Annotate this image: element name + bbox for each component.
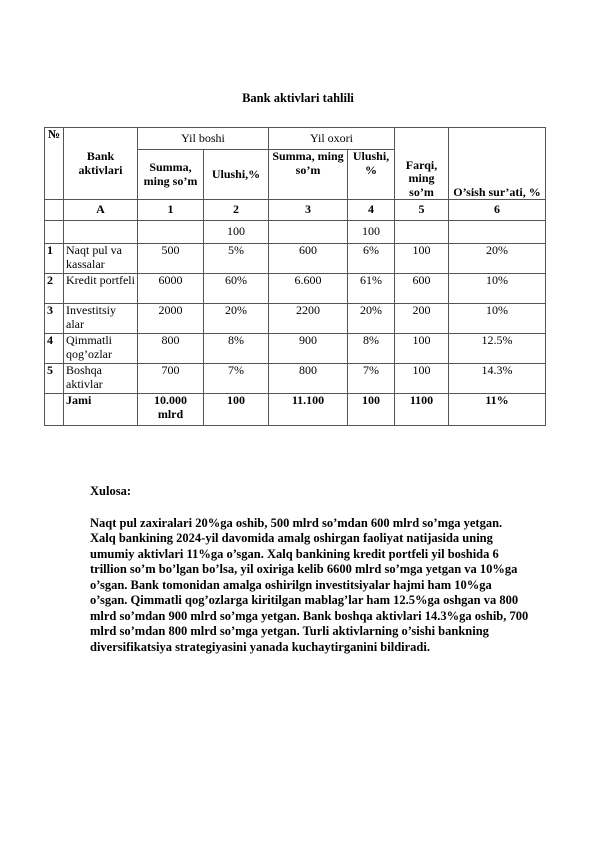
row-sum-end: 800 <box>269 364 348 394</box>
page-title: Bank aktivlari tahlili <box>242 91 354 105</box>
row-share-end: 6% <box>348 244 395 274</box>
total-sum-end: 11.100 <box>269 394 348 426</box>
row-asset-name: Kredit portfeli <box>64 274 138 304</box>
total-row <box>45 394 546 426</box>
total-share-end: 100 <box>348 394 395 426</box>
bank-assets-table <box>44 127 546 426</box>
header-sum-start: Summa, ming so’m <box>138 150 204 200</box>
table-row <box>45 274 546 304</box>
row-sum-end: 900 <box>269 334 348 364</box>
header-number: № <box>45 128 64 200</box>
row-share-start: 20% <box>204 304 269 334</box>
table-cell: 100 <box>348 221 395 244</box>
row-growth: 10% <box>449 304 546 334</box>
table-cell <box>64 221 138 244</box>
table-cell: 100 <box>204 221 269 244</box>
row-asset-name: Naqt pul va kassalar <box>64 244 138 274</box>
row-number: 1 <box>45 244 64 274</box>
row-sum-start: 500 <box>138 244 204 274</box>
table-row <box>45 244 546 274</box>
percent-row <box>45 221 546 244</box>
row-growth: 20% <box>449 244 546 274</box>
row-sum-start: 700 <box>138 364 204 394</box>
table-cell <box>395 221 449 244</box>
table-row <box>45 334 546 364</box>
total-diff: 1100 <box>395 394 449 426</box>
index-cell: 1 <box>138 200 204 221</box>
table-cell <box>45 394 64 426</box>
row-number: 5 <box>45 364 64 394</box>
table-row <box>45 364 546 394</box>
table-cell <box>449 221 546 244</box>
table-cell <box>45 221 64 244</box>
index-cell: 4 <box>348 200 395 221</box>
row-share-end: 7% <box>348 364 395 394</box>
row-diff: 100 <box>395 244 449 274</box>
header-share-end: Ulushi, % <box>348 150 395 200</box>
header-diff: Farqi, ming so’m <box>395 128 449 200</box>
index-cell: A <box>64 200 138 221</box>
row-diff: 100 <box>395 364 449 394</box>
total-growth: 11% <box>449 394 546 426</box>
index-cell: 5 <box>395 200 449 221</box>
header-growth: O’sish sur’ati, % <box>449 128 546 200</box>
row-diff: 200 <box>395 304 449 334</box>
row-sum-end: 2200 <box>269 304 348 334</box>
row-diff: 600 <box>395 274 449 304</box>
index-cell <box>45 200 64 221</box>
index-cell: 2 <box>204 200 269 221</box>
row-sum-start: 2000 <box>138 304 204 334</box>
total-share-start: 100 <box>204 394 269 426</box>
table-cell <box>269 221 348 244</box>
row-number: 4 <box>45 334 64 364</box>
row-asset-name: Boshqa aktivlar <box>64 364 138 394</box>
header-year-end: Yil oxori <box>269 128 395 150</box>
row-growth: 14.3% <box>449 364 546 394</box>
row-share-start: 8% <box>204 334 269 364</box>
row-asset-name: Qimmatli qog’ozlar <box>64 334 138 364</box>
table-cell <box>138 221 204 244</box>
conclusion-heading: Xulosa: <box>90 484 131 498</box>
row-growth: 10% <box>449 274 546 304</box>
header-year-start: Yil boshi <box>138 128 269 150</box>
row-number: 2 <box>45 274 64 304</box>
total-label: Jami <box>64 394 138 426</box>
row-share-end: 20% <box>348 304 395 334</box>
header-share-start: Ulushi,% <box>204 150 269 200</box>
row-sum-end: 600 <box>269 244 348 274</box>
row-sum-start: 800 <box>138 334 204 364</box>
table-row <box>45 304 546 334</box>
table-header-row <box>45 128 546 150</box>
row-share-end: 8% <box>348 334 395 364</box>
row-diff: 100 <box>395 334 449 364</box>
header-sum-end: Summa, ming so’m <box>269 150 348 200</box>
row-growth: 12.5% <box>449 334 546 364</box>
row-share-start: 60% <box>204 274 269 304</box>
conclusion-section <box>90 484 530 655</box>
index-cell: 3 <box>269 200 348 221</box>
row-sum-start: 6000 <box>138 274 204 304</box>
conclusion-text: Naqt pul zaxiralari 20%ga oshib, 500 mlrd so’mdan 600 mlrd so’mga yetgan. Xalq bankining 2024-yil davomida amalg oshirgan faoliyat natijasida uning umumiy aktivlari 11%ga o’sgan. Xalq bankining kredit portfeli yil boshida 6 trillion so’m bo’lgan bo’lsa, yil oxiriga kelib 6600 mlrd so’mga yetgan va 10%ga o’sgan. Bank tomonidan amalga oshirilgn investitsiyalar hajmi ham 10%ga o’sgan. Qimmatli qog’ozlarga kiritilgan mablag’lar ham 12.5%ga oshgan va 800 mlrd so’mdan 900 mlrd so’mga yetgan. Bank boshqa aktivlari 14.3%ga oshib, 700 mlrd so’mdan 800 mlrd so’mga yetgan. Turli aktivlarning o’sishi bankning diversifikatsiya strategiyasini yanada kuchaytirganini bildiradi. <box>90 515 529 654</box>
row-share-start: 7% <box>204 364 269 394</box>
row-number: 3 <box>45 304 64 334</box>
row-share-start: 5% <box>204 244 269 274</box>
row-share-end: 61% <box>348 274 395 304</box>
header-assets: Bank aktivlari <box>64 128 138 200</box>
row-sum-end: 6.600 <box>269 274 348 304</box>
total-sum-start: 10.000 mlrd <box>138 394 204 426</box>
index-row <box>45 200 546 221</box>
index-cell: 6 <box>449 200 546 221</box>
row-asset-name: Investitsiy alar <box>64 304 138 334</box>
